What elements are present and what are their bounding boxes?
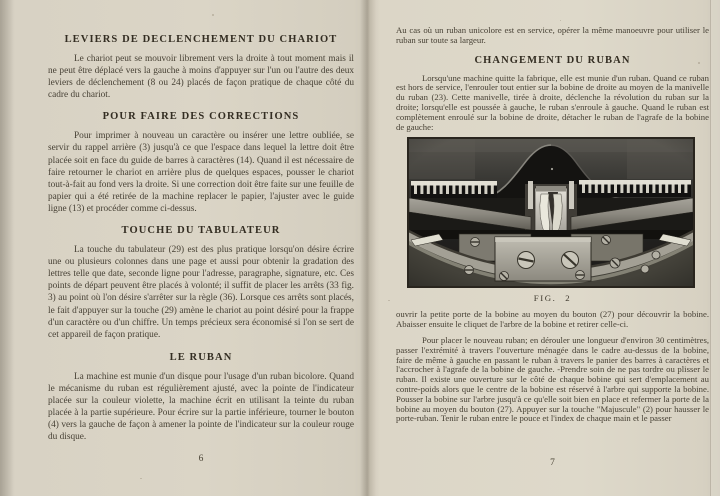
section-leviers-chariot [48,33,354,101]
section-heading: POUR FAIRE DES CORRECTIONS [102,111,300,123]
section-heading: LEVIERS DE DECLENCHEMENT DU CHARIOT [64,34,338,45]
section-tabulateur [48,224,354,341]
paper-speck [212,14,214,16]
paragraph-ruban-continuation: Au cas où un ruban unicolore est en service, opérer la même manoeuvre pour utiliser le ruban sur toute sa largeur. [396,25,709,45]
paragraph-changement-2: ouvrir la petite porte de la bobine au moyen du bouton (27) pour découvrir la bobine. Abaisser ensuite le cliquet de l'arbre de la bobine et retirer celle-ci. [396,309,709,330]
section-corrections [48,110,354,215]
section-paragraph: La touche du tabulateur (29) est des plus pratique lorsqu'on désire écrire une ou plusieurs colonnes dans une page et aussi pour obtenir la gradation des lettres telle que date, seconde ligne pour l'adresse, paragraphe, signature, etc. Ces points de départ peuvent être placés à volonté; il suffit de placer les arrêts (33 fig. 3) au point où l'on désire s'arrêter sur la règle (36). Lorsque ces arrêts sont placés, le fait d'appuyer sur la touche (29) amène le chariot au point désiré pour la frappe d'un caractère ou d'un chiffre. Un temps précieux sera économisé si l'on se sert de cet appareil de façon pratique. [48,245,354,340]
page-gutter-shadow [360,0,376,496]
paragraph-changement-3: Pour placer le nouveau ruban; en dérouler une longueur d'environ 30 centimètres, passer l'extrémité à travers l'ouverture ménagée dans le cadre au-dessus de la bobine, faire de même à gauche en passant le ruban à travers le panier des barres à caractères et l'accrocher à l'agrafe de la bobine de gauche. -Prendre soin de ne pas tordre ou plisser le ruban. Il existe une ouverture sur le côté de chaque bobine qui sert d'emplacement au contre-poids alors que le centre de la bobine est réservé à l'arbre qui supporte la bobine. Pousser la bobine sur l'arbre jusqu'à ce qu'elle soit bien en place et refermer la porte de la bobine au moyen du bouton (27). Appuyer sur la touche "Majuscule" (2) pour hausser le porte-ruban. Tenir le ruban entre le pouce et l'index de chaque main et le passer [396,334,709,424]
section-heading-changement: CHANGEMENT DU RUBAN [474,54,631,66]
section-heading: TOUCHE DU TABULATEUR [121,225,281,237]
paper-speck [560,20,561,21]
right-text-column [396,26,709,424]
page-number-left: 6 [198,454,204,464]
section-paragraph: Pour imprimer à nouveau un caractère ou insérer une lettre oubliée, se servir du rappel arrière (3) jusqu'à ce que l'espace dans lequel la lettre doit être placée soit en face du guide de barres à caractères (14). Quand il est nécessaire de faire retourner le chariot en arrière plus de quelques espaces, pousser le chariot tout-à-fait au fond vers la droite. Si une correction doit être faite sur une feuille de papier qui a été retirée de la machine replacer le papier, l'ajuster avec le guide ligne (13) et procéder comme ci-dessus. [48,131,354,214]
paper-speck [140,478,142,479]
figure-caption: FIG. 2 [533,293,572,304]
page-right [368,0,720,496]
paper-speck [388,300,390,301]
section-ruban [48,351,354,444]
typewriter-ribbon-photo [407,137,695,288]
paragraph-changement-1: Lorsqu'une machine quitte la fabrique, elle est munie d'un ruban. Quand ce ruban est hors de service, l'enrouler tout entier sur la bobine de droite au moyen de la manivelle du ruban (23). Cette manivelle, tirée à droite, déclenche la révolution du ruban sur la droite; lorsqu'elle est poussée à gauche, le ruban s'enroule à gauche. Quand le ruban est complètement enroulé sur la bobine de droite, détacher le ruban de l'agrafe de la bobine de gauche: [396,72,709,132]
section-paragraph: Le chariot peut se mouvoir librement vers la droite à tout moment mais il ne peut être déplacé vers la gauche à moins d'appuyer sur l'un ou l'autre des deux leviers de déclenchement (8 ou 24) placés de façon pratique de chaque côté du cadre du chariot. [48,54,354,101]
page-number-right: 7 [550,458,555,468]
scan-left-edge-shadow [0,0,14,496]
ribbon-mechanism-illustration [409,139,693,286]
paper-speck [698,62,700,64]
left-text-column [48,33,354,443]
scan-right-edge [710,0,720,496]
section-heading: LE RUBAN [169,351,233,363]
section-paragraph: La machine est munie d'un disque pour l'usage d'un ruban bicolore. Quand le mécanisme du ruban est régulièrement ajusté, avec la pointe de l'indicateur placée sur la couleur violette, la machine écrit en utilisant la teinte du ruban placée à la partie supérieure. Pour écrire sur la partie inférieure, tourner le bouton (4) vers la gauche de façon à amener la pointe de l'indicateur sur la couleur rouge du disque. [48,371,354,443]
